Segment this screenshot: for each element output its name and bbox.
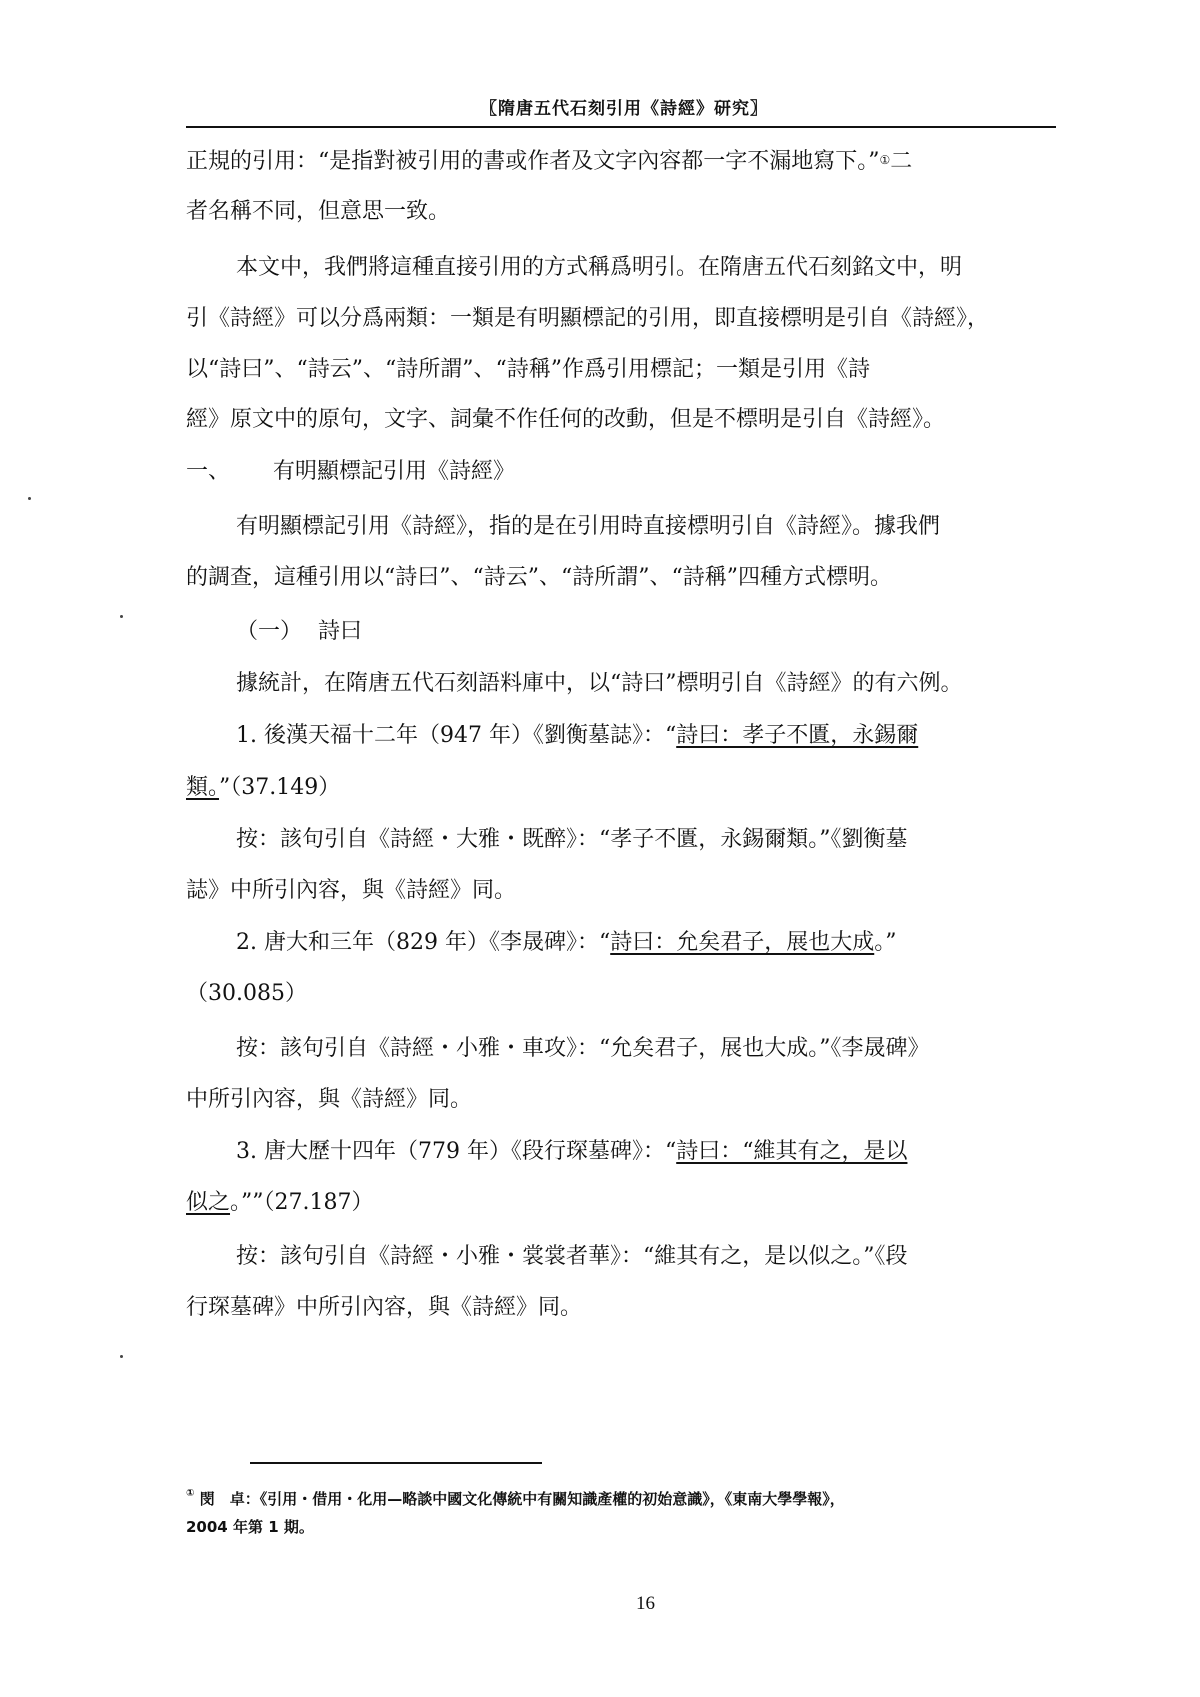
example-line <box>236 722 918 750</box>
subsection-heading-number: （一） <box>236 619 303 644</box>
example-line <box>186 774 340 802</box>
section-heading-title: 有明顯標記引用《詩經》 <box>273 459 516 484</box>
quoted-text-underlined: 詩曰：“維其有之，是以 <box>676 1139 908 1164</box>
body-line: 本文中，我們將這種直接引用的方式稱爲明引。在隋唐五代石刻銘文中，明 <box>236 255 963 280</box>
quoted-text-underlined: 詩曰：允矣君子，展也大成 <box>610 930 875 955</box>
footnote-line: 2004 年第 1 期。 <box>186 1518 314 1536</box>
body-line: 的調查，這種引用以“詩曰”、“詩云”、“詩所謂”、“詩稱”四種方式標明。 <box>186 565 892 590</box>
note-line: 行琛墓碑》中所引內容，與《詩經》同。 <box>186 1295 583 1320</box>
running-title: 〖隋唐五代石刻引用《詩經》研究〗 <box>480 99 768 119</box>
footnote-separator <box>250 1462 542 1464</box>
page-number: 16 <box>636 1593 655 1614</box>
note-line: 誌》中所引內容，與《詩經》同。 <box>186 878 517 903</box>
body-line: 經》原文中的原句，文字、詞彙不作任何的改動，但是不標明是引自《詩經》。 <box>186 407 946 432</box>
body-text: 正規的引用：“是指對被引用的書或作者及文字內容都一字不漏地寫下。” <box>186 149 880 174</box>
body-text: 二 <box>890 149 913 174</box>
footnote-line <box>186 1488 845 1509</box>
note-line: 中所引內容，與《詩經》同。 <box>186 1087 473 1112</box>
body-line: 據統計，在隋唐五代石刻語料庫中，以“詩曰”標明引自《詩經》的有六例。 <box>236 671 963 696</box>
example-line <box>186 1189 374 1217</box>
example-citation: 2. 唐大和三年（829 年）《李晟碑》：“ <box>236 930 611 955</box>
note-line: 按：該句引自《詩經・小雅・車攻》：“允矣君子，展也大成。”《李晟碑》 <box>236 1036 930 1061</box>
example-citation: 。” <box>874 930 897 955</box>
quoted-text-underlined: 詩曰：孝子不匱，永錫爾 <box>676 723 919 748</box>
body-line: 引《詩經》可以分爲兩類：一類是有明顯標記的引用，即直接標明是引自《詩經》， <box>186 306 990 331</box>
quoted-text-underlined: 似之 <box>186 1190 231 1215</box>
body-line: 有明顯標記引用《詩經》，指的是在引用時直接標明引自《詩經》。據我們 <box>236 514 941 539</box>
example-line: （30.085） <box>186 981 307 1006</box>
example-citation: 3. 唐大歷十四年（779 年）《段行琛墓碑》：“ <box>236 1139 677 1164</box>
footnote-reference: ① <box>879 153 891 167</box>
example-line <box>236 929 896 957</box>
example-line <box>236 1138 907 1166</box>
section-heading-number: 一、 <box>186 459 231 484</box>
body-line: 者名稱不同，但意思一致。 <box>186 199 451 224</box>
scan-speck <box>120 615 123 618</box>
footnote-marker: ① <box>186 1488 195 1499</box>
subsection-heading-title: 詩曰 <box>318 619 363 644</box>
quoted-text-underlined: 類。 <box>186 775 220 800</box>
footnote-text: 閔 卓：《引用・借用・化用—略談中國文化傳統中有關知識產權的初始意識》，《東南大學學報》， <box>199 1490 845 1508</box>
note-line: 按：該句引自《詩經・小雅・裳裳者華》：“維其有之，是以似之。”《段 <box>236 1244 908 1269</box>
header-rule <box>186 126 1056 128</box>
body-line <box>186 148 912 176</box>
body-line: 以“詩曰”、“詩云”、“詩所謂”、“詩稱”作爲引用標記；一類是引用《詩 <box>186 357 870 382</box>
example-citation: 1. 後漢天福十二年（947 年）《劉衡墓誌》：“ <box>236 723 677 748</box>
example-citation: 。””（27.187） <box>230 1190 374 1215</box>
example-citation: ”（37.149） <box>219 775 341 800</box>
scan-speck <box>28 497 31 500</box>
note-line: 按：該句引自《詩經・大雅・既醉》：“孝子不匱，永錫爾類。”《劉衡墓 <box>236 827 908 852</box>
scan-speck <box>120 1355 123 1358</box>
